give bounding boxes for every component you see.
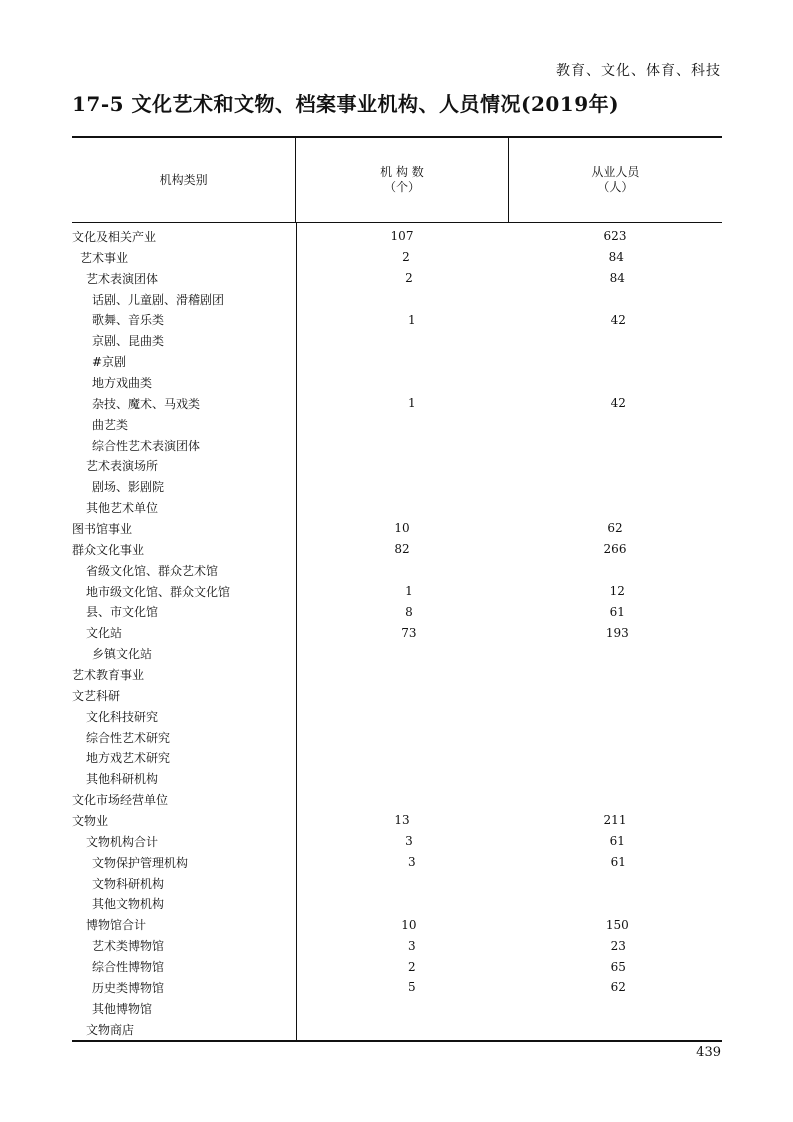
table-row: [72, 831, 722, 852]
table-row: [72, 601, 722, 622]
row-count: 2: [408, 959, 416, 974]
row-category: 文物机构合计: [86, 834, 159, 849]
row-staff: 42: [610, 396, 626, 411]
row-category: 艺术类博物馆: [92, 939, 165, 954]
row-count: 3: [408, 855, 416, 870]
table-row: [72, 685, 722, 706]
row-category: 文物业: [72, 813, 109, 828]
row-category: 文物科研机构: [92, 876, 165, 891]
table-row: [72, 956, 722, 977]
header-count-label: 机 构 数: [380, 165, 424, 179]
row-category: 文化及相关产业: [72, 229, 157, 244]
header-category-label: 机构类别: [159, 172, 208, 187]
table-row: [72, 914, 722, 935]
row-category: 曲艺类: [92, 417, 129, 432]
row-staff: 150: [605, 917, 629, 932]
row-category: 文物商店: [86, 1022, 135, 1037]
row-category: 乡镇文化站: [92, 647, 153, 662]
row-category: 历史类博物馆: [92, 980, 165, 995]
row-staff: 61: [610, 855, 626, 870]
table-row: [72, 873, 722, 894]
table-row: [72, 852, 722, 873]
table-row: [72, 581, 722, 602]
table-row: [72, 372, 722, 393]
table-row: [72, 351, 722, 372]
table-row: [72, 330, 722, 351]
row-category: 群众文化事业: [72, 542, 145, 557]
row-category: 话剧、儿童剧、滑稽剧团: [92, 292, 225, 307]
row-count: 5: [408, 980, 416, 995]
row-category: 图书馆事业: [72, 521, 133, 536]
row-category: 艺术表演团体: [86, 271, 159, 286]
row-category: 综合性博物馆: [92, 960, 165, 974]
row-count: 2: [405, 271, 413, 286]
row-category: 地市级文化馆、群众文化馆: [86, 584, 231, 599]
row-category: 其他博物馆: [92, 1001, 153, 1016]
table-row: [72, 435, 722, 456]
row-count: 3: [408, 938, 416, 953]
table-row: [72, 539, 722, 560]
row-staff: 62: [607, 521, 623, 536]
table-body: [72, 223, 722, 1040]
statistics-table: [72, 136, 722, 1042]
row-staff: 84: [609, 271, 625, 286]
row-category: 博物馆合计: [86, 918, 147, 933]
row-staff: 84: [608, 250, 624, 265]
row-staff: 623: [603, 229, 627, 244]
row-staff: 193: [605, 625, 629, 640]
row-count: 13: [394, 813, 410, 828]
table-row: [72, 476, 722, 497]
row-category: 艺术教育事业: [72, 667, 145, 682]
row-count: 82: [394, 542, 410, 557]
table-row: [72, 518, 722, 539]
row-count: 107: [390, 229, 414, 244]
row-staff: 42: [610, 312, 626, 327]
table-row: [72, 894, 722, 915]
table-row: [72, 747, 722, 768]
table-row: [72, 309, 722, 330]
table-row: [72, 789, 722, 810]
table-row: [72, 1019, 722, 1040]
row-category: 县、市文化馆: [86, 605, 159, 620]
table-row: [72, 226, 722, 247]
row-category: #京剧: [92, 355, 127, 370]
table-row: [72, 393, 722, 414]
table-row: [72, 414, 722, 435]
header-staff: [509, 138, 722, 222]
row-staff: 211: [603, 813, 627, 828]
header-staff-label: 从业人员: [591, 165, 640, 179]
row-category: 文化市场经营单位: [72, 793, 169, 808]
row-count: 3: [405, 834, 413, 849]
row-category: 综合性艺术表演团体: [92, 438, 201, 453]
row-category: 歌舞、音乐类: [92, 313, 165, 328]
page-number: 439: [696, 1045, 721, 1060]
header-count-unit: （个）: [383, 180, 420, 194]
row-count: 1: [408, 396, 416, 411]
table-row: [72, 622, 722, 643]
row-category: 其他艺术单位: [86, 501, 159, 516]
row-count: 2: [402, 250, 410, 265]
table-row: [72, 977, 722, 998]
row-category: 文物保护管理机构: [92, 855, 189, 870]
table-row: [72, 247, 722, 268]
row-staff: 23: [610, 938, 626, 953]
table-row: [72, 998, 722, 1019]
table-row: [72, 643, 722, 664]
row-count: 10: [401, 917, 417, 932]
row-category: 文化站: [86, 626, 123, 641]
row-category: 省级文化馆、群众艺术馆: [86, 563, 219, 578]
row-staff: 65: [610, 959, 626, 974]
table-row: [72, 706, 722, 727]
header-staff-unit: （人）: [597, 180, 634, 194]
table-row: [72, 727, 722, 748]
table-row: [72, 268, 722, 289]
row-category: 杂技、魔术、马戏类: [92, 396, 201, 411]
row-category: 地方戏艺术研究: [86, 751, 171, 766]
header-count: [296, 138, 508, 222]
row-category: 艺术事业: [80, 250, 129, 265]
row-category: 其他科研机构: [86, 772, 159, 787]
header-category: [72, 138, 296, 222]
table-bottom-rule: [72, 1040, 722, 1042]
row-category: 京剧、昆曲类: [92, 334, 165, 349]
row-staff: 61: [609, 604, 625, 619]
row-staff: 62: [610, 980, 626, 995]
row-count: 1: [408, 312, 416, 327]
row-count: 10: [394, 521, 410, 536]
table-row: [72, 768, 722, 789]
row-staff: 266: [603, 542, 627, 557]
table-row: [72, 664, 722, 685]
table-row: [72, 935, 722, 956]
row-category: 综合性艺术研究: [86, 730, 171, 745]
row-category: 地方戏曲类: [92, 375, 153, 390]
table-title: 17-5 文化艺术和文物、档案事业机构、人员情况(2019年): [72, 92, 620, 116]
row-count: 1: [405, 584, 413, 599]
table-header: [72, 138, 722, 223]
table-row: [72, 497, 722, 518]
row-category: 其他文物机构: [92, 897, 165, 912]
table-row: [72, 810, 722, 831]
row-staff: 12: [609, 584, 625, 599]
row-category: 剧场、影剧院: [92, 480, 165, 495]
row-category: 文化科技研究: [86, 709, 159, 724]
section-header: 教育、文化、体育、科技: [556, 63, 721, 79]
row-staff: 61: [609, 834, 625, 849]
row-category: 文艺科研: [72, 688, 121, 703]
table-row: [72, 289, 722, 310]
table-row: [72, 455, 722, 476]
row-count: 73: [401, 625, 417, 640]
row-category: 艺术表演场所: [86, 459, 159, 474]
row-count: 8: [405, 604, 413, 619]
table-row: [72, 560, 722, 581]
